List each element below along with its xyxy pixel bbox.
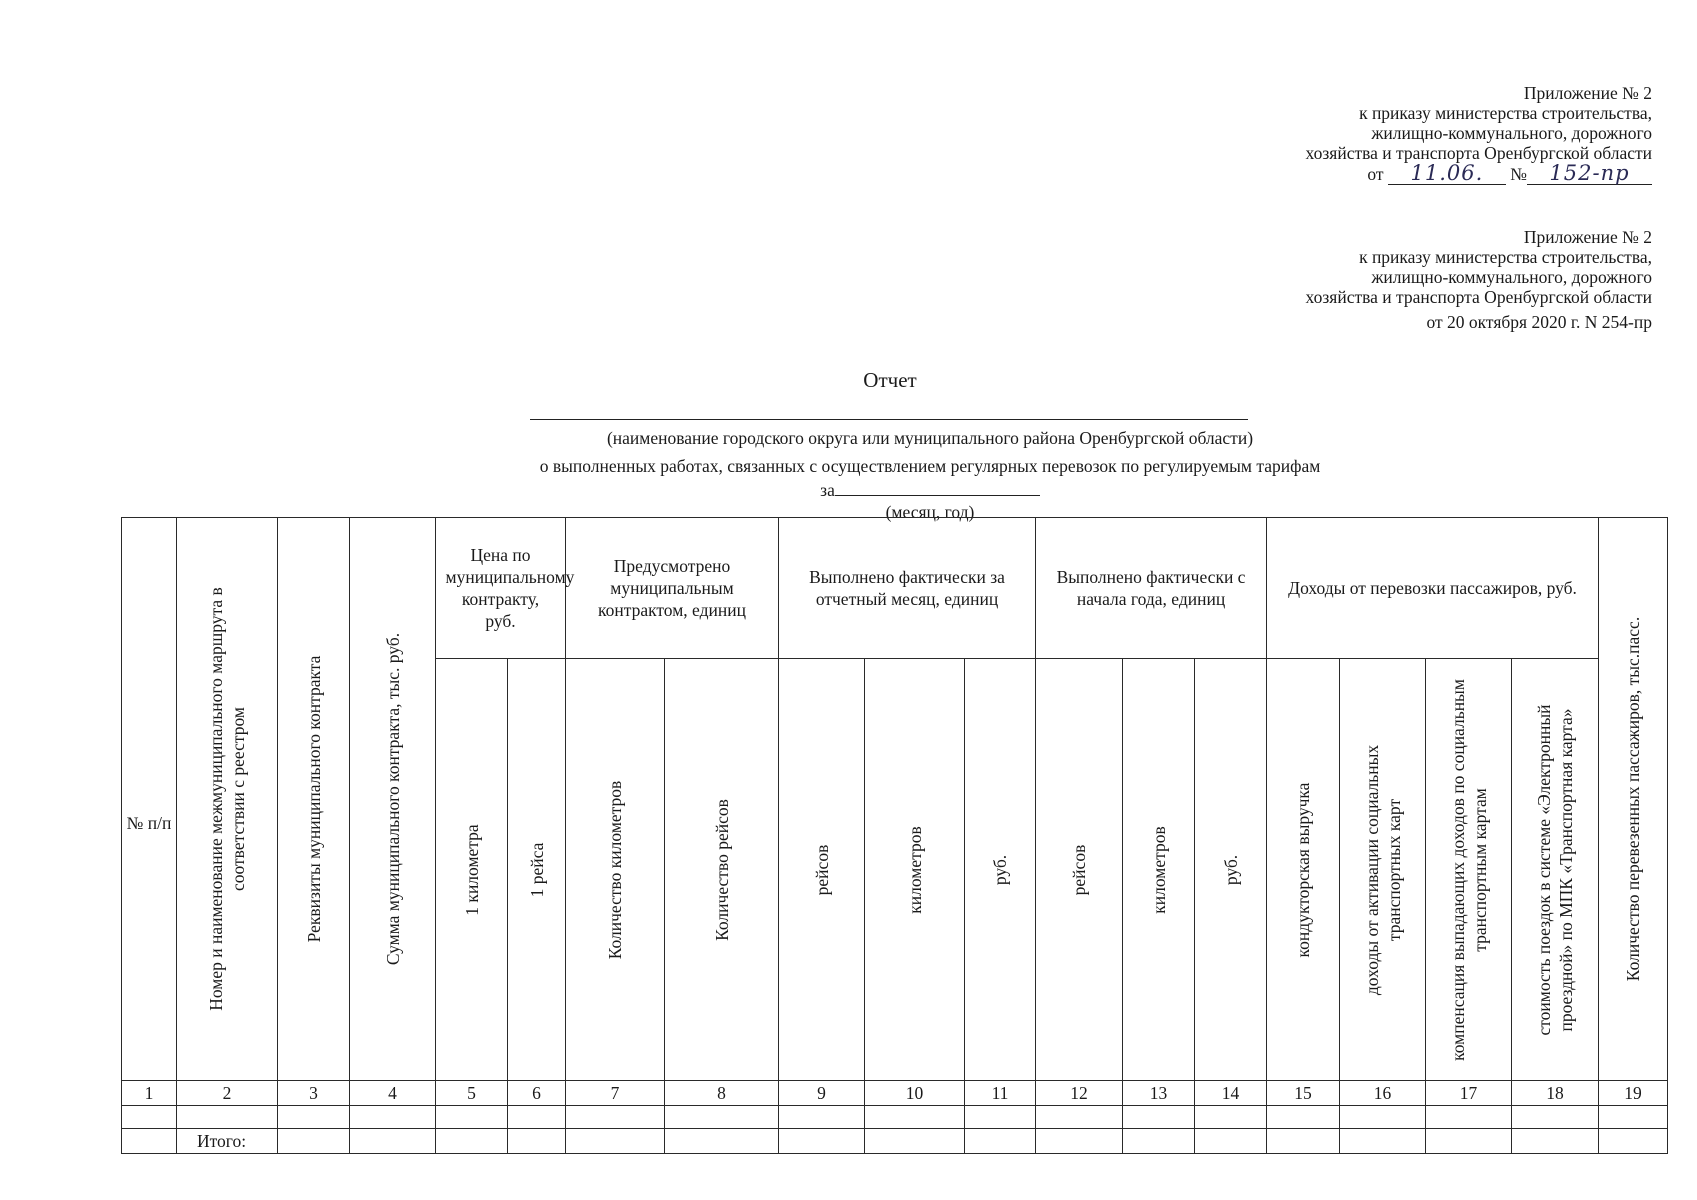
- appendix-order-line: жилищно-коммунального, дорожного: [1371, 267, 1652, 287]
- header-label: руб.: [990, 854, 1011, 885]
- header-cell: [1123, 659, 1195, 1081]
- table-cell: [508, 1106, 566, 1129]
- header-group-cell: [436, 518, 575, 659]
- appendix-order-line: жилищно-коммунального, дорожного: [1371, 123, 1652, 143]
- table-cell: [1426, 1106, 1512, 1129]
- header-label: Реквизиты муниципального контракта: [303, 655, 324, 943]
- appendix-order-line: хозяйства и транспорта Оренбургской области: [1305, 287, 1652, 307]
- header-label: 1 километра: [461, 823, 482, 916]
- table-cell: [1267, 1129, 1340, 1154]
- column-number: 12: [1036, 1081, 1123, 1106]
- header-cell: [1036, 659, 1123, 1081]
- header-label: компенсация выпадающих доходов по социальным транспортным картам: [1447, 678, 1490, 1061]
- column-number: 1: [122, 1081, 177, 1106]
- table-cell: [350, 1106, 436, 1129]
- table-cell: [1036, 1106, 1123, 1129]
- report-subtitle: о выполненных работах, связанных с осуществлением регулярных перевозок по регулируемым тарифам: [539, 456, 1321, 476]
- header-group-label: Доходы от перевозки пассажиров, руб.: [1288, 578, 1577, 598]
- table-cell: [278, 1106, 350, 1129]
- header-cell: [1195, 659, 1267, 1081]
- header-cell: [1426, 659, 1512, 1081]
- header-group-cell: [1267, 518, 1599, 659]
- header-label: километров: [904, 825, 925, 914]
- column-number: 11: [965, 1081, 1036, 1106]
- header-cell: [865, 659, 965, 1081]
- column-number: 19: [1599, 1081, 1668, 1106]
- period-blank: [835, 479, 1040, 496]
- from-label: от: [1367, 164, 1384, 184]
- header-label: руб.: [1220, 854, 1241, 885]
- date-field: [1388, 163, 1506, 185]
- header-label: № п/п: [126, 813, 172, 833]
- table-cell: [436, 1106, 508, 1129]
- column-number: 10: [865, 1081, 965, 1106]
- table-cell: [1340, 1106, 1426, 1129]
- appendix-order-line: хозяйства и транспорта Оренбургской области: [1305, 143, 1652, 163]
- column-number: 13: [1123, 1081, 1195, 1106]
- table-cell: [1340, 1129, 1426, 1154]
- municipality-name-line: [530, 419, 1248, 420]
- column-number-row: [122, 1081, 1668, 1106]
- column-number: 15: [1267, 1081, 1340, 1106]
- header-cell: [965, 659, 1036, 1081]
- column-number: 9: [779, 1081, 865, 1106]
- appendix-header-previous: [1052, 227, 1652, 332]
- header-cell: [1267, 659, 1340, 1081]
- table-cell: [436, 1129, 508, 1154]
- header-label: Номер и наименование межмуниципального маршрута в соответствии с реестром: [206, 587, 248, 1011]
- table-cell: [865, 1129, 965, 1154]
- header-cell: [566, 659, 665, 1081]
- table-cell: [1195, 1106, 1267, 1129]
- municipality-hint: (наименование городского округа или муниципального района Оренбургской области): [606, 428, 1254, 448]
- appendix-header-current: [1052, 83, 1652, 185]
- table-cell: [177, 1106, 278, 1129]
- column-number: 16: [1340, 1081, 1426, 1106]
- header-cell: [665, 659, 779, 1081]
- table-cell: [865, 1106, 965, 1129]
- table-cell: [1267, 1106, 1340, 1129]
- column-number: 17: [1426, 1081, 1512, 1106]
- table-cell: [1195, 1129, 1267, 1154]
- header-label: доходы от активации социальных транспортных карт: [1361, 744, 1404, 995]
- header-cell: [122, 518, 177, 1081]
- header-cell: [1599, 518, 1668, 1081]
- appendix-title: Приложение № 2: [1523, 227, 1652, 247]
- column-number: 5: [436, 1081, 508, 1106]
- handwritten-date: 11.06.: [1410, 161, 1484, 185]
- table-cell: [1512, 1129, 1599, 1154]
- header-cell: [436, 659, 508, 1081]
- table-cell: [278, 1129, 350, 1154]
- total-row: [122, 1129, 1668, 1154]
- header-label: Количество километров: [605, 780, 625, 959]
- appendix-order-line: к приказу министерства строительства,: [1359, 247, 1652, 267]
- table-cell: [779, 1129, 865, 1154]
- table-cell: [1123, 1129, 1195, 1154]
- header-label: километров: [1148, 825, 1169, 914]
- column-number: 7: [566, 1081, 665, 1106]
- period-label: за: [820, 480, 835, 500]
- appendix-order-line: к приказу министерства строительства,: [1359, 103, 1652, 123]
- header-group-label: Выполнено фактически с начала года, единиц: [1056, 567, 1246, 609]
- table-cell: [1512, 1106, 1599, 1129]
- header-label: Количество рейсов: [711, 798, 732, 941]
- header-cell: [278, 518, 350, 1081]
- column-number: 3: [278, 1081, 350, 1106]
- header-cell: [350, 518, 436, 1081]
- header-row-groups: [122, 518, 1668, 659]
- table-cell: [566, 1106, 665, 1129]
- table-cell: [1599, 1129, 1668, 1154]
- table-cell: [1599, 1106, 1668, 1129]
- header-label: Сумма муниципального контракта, тыс. руб.: [382, 632, 403, 966]
- report-title: Отчет: [863, 368, 917, 392]
- number-field: [1527, 163, 1652, 185]
- header-cell: [779, 659, 865, 1081]
- header-group-label: Предусмотрено муниципальным контрактом, единиц: [598, 556, 746, 620]
- header-cell: [1340, 659, 1426, 1081]
- header-label: Количество перевезенных пассажиров, тыс.пасс.: [1623, 616, 1644, 982]
- header-group-cell: [566, 518, 779, 659]
- period-hint: (месяц, год): [885, 502, 975, 522]
- column-number: 4: [350, 1081, 436, 1106]
- column-number: 2: [177, 1081, 278, 1106]
- column-number: 14: [1195, 1081, 1267, 1106]
- appendix-date-line: от 20 октября 2020 г. N 254-пр: [1426, 312, 1652, 332]
- appendix-title: Приложение № 2: [1523, 83, 1652, 103]
- header-group-cell: [1036, 518, 1267, 659]
- header-cell: [1512, 659, 1599, 1081]
- number-label: №: [1510, 164, 1527, 184]
- table-cell: [508, 1129, 566, 1154]
- table-cell: [665, 1106, 779, 1129]
- header-cell: [177, 518, 278, 1081]
- header-label: 1 рейса: [526, 842, 547, 897]
- header-group-label: Цена по муниципальному контракту, руб.: [445, 545, 575, 631]
- header-label: рейсов: [1069, 844, 1090, 895]
- header-group-label: Выполнено фактически за отчетный месяц, единиц: [809, 567, 1005, 609]
- header-label: стоимость поездок в системе «Электронный проездной» по МПК «Транспортная карта»: [1534, 704, 1577, 1035]
- table-cell: [122, 1129, 177, 1154]
- table-cell: [965, 1129, 1036, 1154]
- table-cell: [566, 1129, 665, 1154]
- header-label: кондукторская выручка: [1293, 782, 1314, 957]
- table-cell: [122, 1106, 177, 1129]
- column-number: 8: [665, 1081, 779, 1106]
- table-cell: [1426, 1129, 1512, 1154]
- table-cell: [665, 1129, 779, 1154]
- total-label: Итого:: [177, 1129, 278, 1154]
- header-cell: [508, 659, 566, 1081]
- handwritten-number: 152-пр: [1549, 161, 1630, 185]
- column-number: 6: [508, 1081, 566, 1106]
- table-row: [122, 1106, 1668, 1129]
- appendix-date-line: [1052, 163, 1652, 185]
- table-cell: [1036, 1129, 1123, 1154]
- report-table: [121, 517, 1668, 1154]
- header-group-cell: [779, 518, 1036, 659]
- period-line: [40, 479, 1697, 501]
- table-cell: [779, 1106, 865, 1129]
- header-label: рейсов: [811, 844, 832, 895]
- column-number: 18: [1512, 1081, 1599, 1106]
- table-cell: [965, 1106, 1036, 1129]
- table-cell: [1123, 1106, 1195, 1129]
- table-cell: [350, 1129, 436, 1154]
